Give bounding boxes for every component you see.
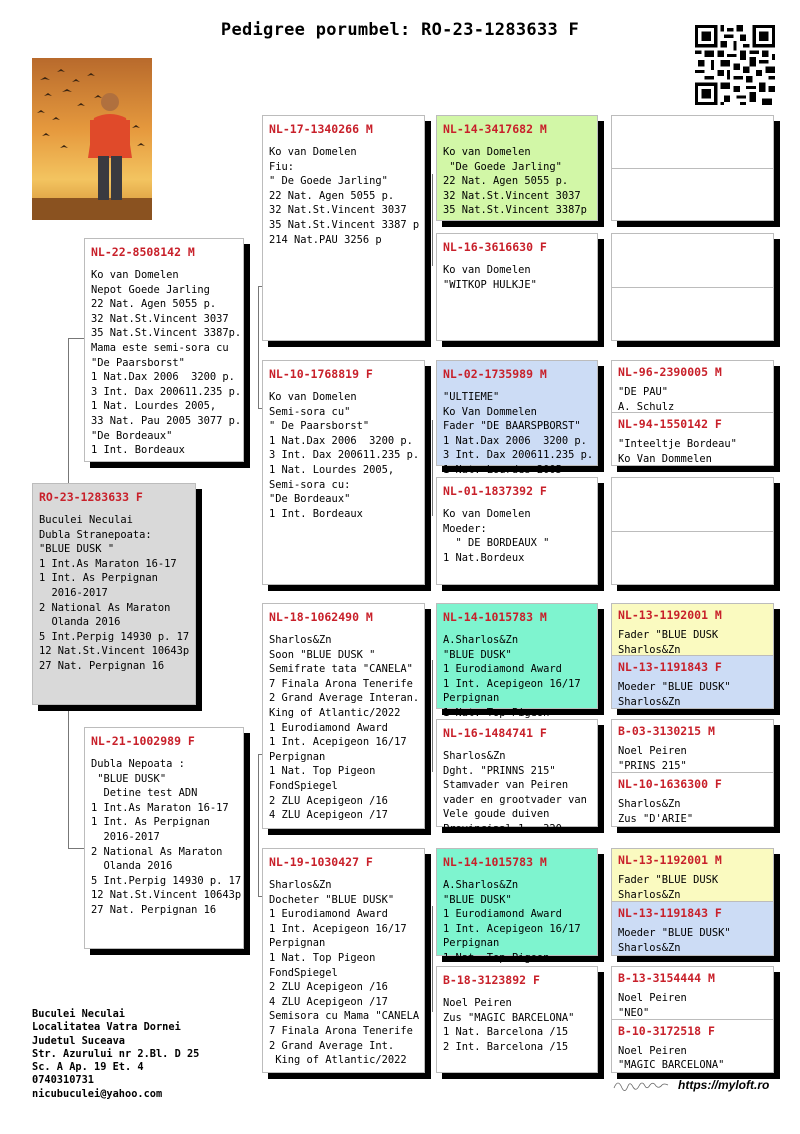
gen4-details: "DE PAU" A. Schulz (618, 386, 675, 413)
gen3-ring: NL-14-3417682 M (443, 122, 547, 136)
gen2-ring: NL-17-1340266 M (269, 122, 373, 136)
gen4-pair-card[interactable] (611, 848, 774, 956)
gen4-pair-card[interactable] (611, 966, 774, 1073)
granddam-paternal-card[interactable] (262, 360, 425, 585)
gen4-pair-card[interactable] (611, 603, 774, 709)
gen3-card[interactable] (436, 360, 598, 476)
gen2-ring: NL-10-1768819 F (269, 367, 373, 381)
gen3-ring: NL-16-3616630 F (443, 240, 547, 254)
gen3-ring: NL-01-1837392 F (443, 484, 547, 498)
gen4-details: Moeder "BLUE DUSK" Sharlos&Zn (618, 927, 731, 954)
subject-details: Buculei Neculai Dubla Stranepoata: "BLUE DUSK " 1 Int.As Maraton 16-17 1 Int. As Perpignan 2016-2017 2 National As Maraton Olanda 2016 5 Int.Perpig 14930 p. 17 12 Nat.St.Vincent 10643p 27 Nat. Perpignan 16 (39, 514, 190, 672)
gen3-card[interactable] (436, 966, 598, 1073)
gen4-dam[interactable] (612, 773, 773, 826)
gen3-ring: B-18-3123892 F (443, 973, 540, 987)
grandsire-maternal-card[interactable] (262, 603, 425, 829)
dam-card[interactable] (84, 727, 244, 949)
grandsire-paternal-card[interactable] (262, 115, 425, 341)
gen2-ring: NL-18-1062490 M (269, 610, 373, 624)
qr-code-icon (695, 25, 775, 105)
gen4-ring: NL-13-1192001 M (618, 853, 722, 867)
gen4-empty-card (611, 233, 774, 341)
gen3-card[interactable] (436, 115, 598, 221)
owner-photo (32, 58, 152, 220)
gen4-details: "Inteeltje Bordeau" Ko Van Dommelen (618, 438, 737, 465)
sire-details: Ko van Domelen Nepot Goede Jarling 22 Nat. Agen 5055 p. 32 Nat.St.Vincent 3037 35 Nat.St.Vincent 3387p. Mama este semi-sora cu "De Paarsborst" 1 Nat.Dax 2006 3200 p. 3 Int. Dax 200611.235 p. 1 Nat. Lourdes 2005, 33 Nat. Pau 2005 3077 p. "De Bordeaux" 1 Int. Bordeaux (91, 269, 242, 457)
gen3-card[interactable] (436, 477, 598, 585)
gen3-details: Ko van Domelen "WITKOP HULKJE" (443, 264, 537, 291)
gen4-sire[interactable] (612, 604, 773, 656)
subject-card[interactable] (32, 483, 196, 705)
subject-ring: RO-23-1283633 F (39, 490, 143, 504)
gen4-dam[interactable] (612, 902, 773, 955)
gen4-ring: NL-13-1192001 M (618, 608, 722, 622)
dam-ring: NL-21-1002989 F (91, 734, 195, 748)
gen4-sire[interactable] (612, 720, 773, 773)
gen4-details: Moeder "BLUE DUSK" Sharlos&Zn (618, 681, 731, 708)
gen3-details: Ko van Domelen Moeder: " DE BORDEAUX " 1 Nat.Bordeux (443, 508, 550, 564)
gen4-dam[interactable] (612, 413, 773, 465)
gen4-ring: NL-13-1191843 F (618, 906, 722, 920)
gen4-pair-card[interactable] (611, 360, 774, 466)
gen3-card[interactable] (436, 848, 598, 964)
gen3-details: A.Sharlos&Zn "BLUE DUSK" 1 Eurodiamond Award 1 Int. Acepigeon 16/17 Perpignan 1 Nat. Top Pigeon (443, 879, 581, 964)
gen3-card[interactable] (436, 719, 598, 835)
gen4-ring: B-10-3172518 F (618, 1023, 715, 1038)
signature (612, 1078, 674, 1092)
gen4-details: Noel Peiren "MAGIC BARCELONA" (618, 1044, 725, 1072)
gen3-ring: NL-14-1015783 M (443, 855, 547, 869)
gen3-details: A.Sharlos&Zn "BLUE DUSK" 1 Eurodiamond Award 1 Int. Acepigeon 16/17 Perpignan 1 Nat. Top Pigeon (443, 634, 581, 719)
gen2-details: Sharlos&Zn Soon "BLUE DUSK " Semifrate tata "CANELA" 7 Finala Arona Tenerife 2 Grand Average Interan. King of Atlantic/2022 1 Eurodiamond Award 1 Int. Acepigeon 16/17 Perpignan 1 Nat. Top Pigeon FondSpiegel 2 ZLU Acepigeon /16 4 ZLU Acepigeon /17 (269, 634, 420, 822)
gen3-details: "ULTIEME" Ko Van Dommelen Fader "DE BAARSPBORST" 1 Nat.Dax 2006 3200 p. 3 Int. Dax 200611.235 p. 1 Nat. Lourdes 2005 (443, 391, 594, 476)
gen2-ring: NL-19-1030427 F (269, 855, 373, 869)
gen4-dam[interactable] (612, 656, 773, 708)
gen4-pair-card[interactable] (611, 719, 774, 827)
gen4-sire[interactable] (612, 967, 773, 1020)
page-title: Pedigree porumbel: RO-23-1283633 F (220, 20, 580, 40)
gen4-ring: NL-96-2390005 M (618, 365, 722, 379)
gen4-ring: NL-13-1191843 F (618, 660, 722, 674)
gen3-details: Sharlos&Zn Dght. "PRINNS 215" Stamvader van Peiren vader en grootvader van Vele goude duiven Provinciaal 1 - 320 (443, 750, 587, 835)
gen4-sire[interactable] (612, 849, 773, 902)
gen3-ring: NL-16-1484741 F (443, 726, 547, 740)
gen4-ring: NL-10-1636300 F (618, 777, 722, 791)
gen3-ring: NL-14-1015783 M (443, 610, 547, 624)
gen2-details: Ko van Domelen Fiu: " De Goede Jarling" 22 Nat. Agen 5055 p. 32 Nat.St.Vincent 3037 35 Nat.St.Vincent 3387 p 214 Nat.PAU 3256 p (269, 146, 420, 246)
sire-card[interactable] (84, 238, 244, 462)
gen2-details: Ko van Domelen Semi-sora cu" " De Paarsborst" 1 Nat.Dax 2006 3200 p. 3 Int. Dax 200611.235 p. 1 Nat. Lourdes 2005, Semi-sora cu: "De Bordeaux" 1 Int. Bordeaux (269, 391, 420, 520)
gen4-dam[interactable] (612, 1020, 773, 1073)
gen4-details: Fader "BLUE DUSK Sharlos&Zn (618, 629, 719, 656)
gen4-ring: B-13-3154444 M (618, 971, 715, 985)
gen4-details: Sharlos&Zn Zus "D'ARIE" (618, 798, 694, 825)
gen3-details: Noel Peiren Zus "MAGIC BARCELONA" 1 Nat. Barcelona /15 2 Int. Barcelona /15 (443, 997, 575, 1053)
gen3-ring: NL-02-1735989 M (443, 367, 547, 381)
gen3-card[interactable] (436, 603, 598, 719)
gen3-card[interactable] (436, 233, 598, 341)
website-link[interactable]: https://myloft.ro (678, 1078, 770, 1092)
gen4-empty-card (611, 477, 774, 585)
owner-address: Buculei Neculai Localitatea Vatra Dornei Judetul Suceava Str. Azurului nr 2.Bl. D 25 Sc. A Ap. 19 Et. 4 0740310731 nicubuculei@yahoo.com (32, 1008, 200, 1100)
granddam-maternal-card[interactable] (262, 848, 425, 1073)
gen4-details: Noel Peiren "PRINS 215" (618, 745, 687, 772)
sire-ring: NL-22-8508142 M (91, 245, 195, 259)
gen4-sire[interactable] (612, 361, 773, 413)
gen4-ring: NL-94-1550142 F (618, 417, 722, 431)
gen4-ring: B-03-3130215 M (618, 724, 715, 738)
gen4-empty-card (611, 115, 774, 221)
gen4-details: Noel Peiren "NEO" (618, 992, 687, 1019)
gen3-details: Ko van Domelen "De Goede Jarling" 22 Nat. Agen 5055 p. 32 Nat.St.Vincent 3037 35 Nat.St.Vincent 3387p (443, 146, 587, 217)
gen2-details: Sharlos&Zn Docheter "BLUE DUSK" 1 Eurodiamond Award 1 Int. Acepigeon 16/17 Perpignan 1 Nat. Top Pigeon FondSpiegel 2 ZLU Acepigeon /16 4 ZLU Acepigeon /17 Semisora cu Mama "CANELA 7 Finala Arona Tenerife 2 Grand Average Int. King of Atlantic/2022 (269, 879, 420, 1067)
dam-details: Dubla Nepoata : "BLUE DUSK" Detine test ADN 1 Int.As Maraton 16-17 1 Int. As Perpignan 2016-2017 2 National As Maraton Olanda 2016 5 Int.Perpig 14930 p. 17 12 Nat.St.Vincent 10643p 27 Nat. Perpignan 16 (91, 758, 242, 916)
gen4-details: Fader "BLUE DUSK Sharlos&Zn (618, 874, 719, 901)
